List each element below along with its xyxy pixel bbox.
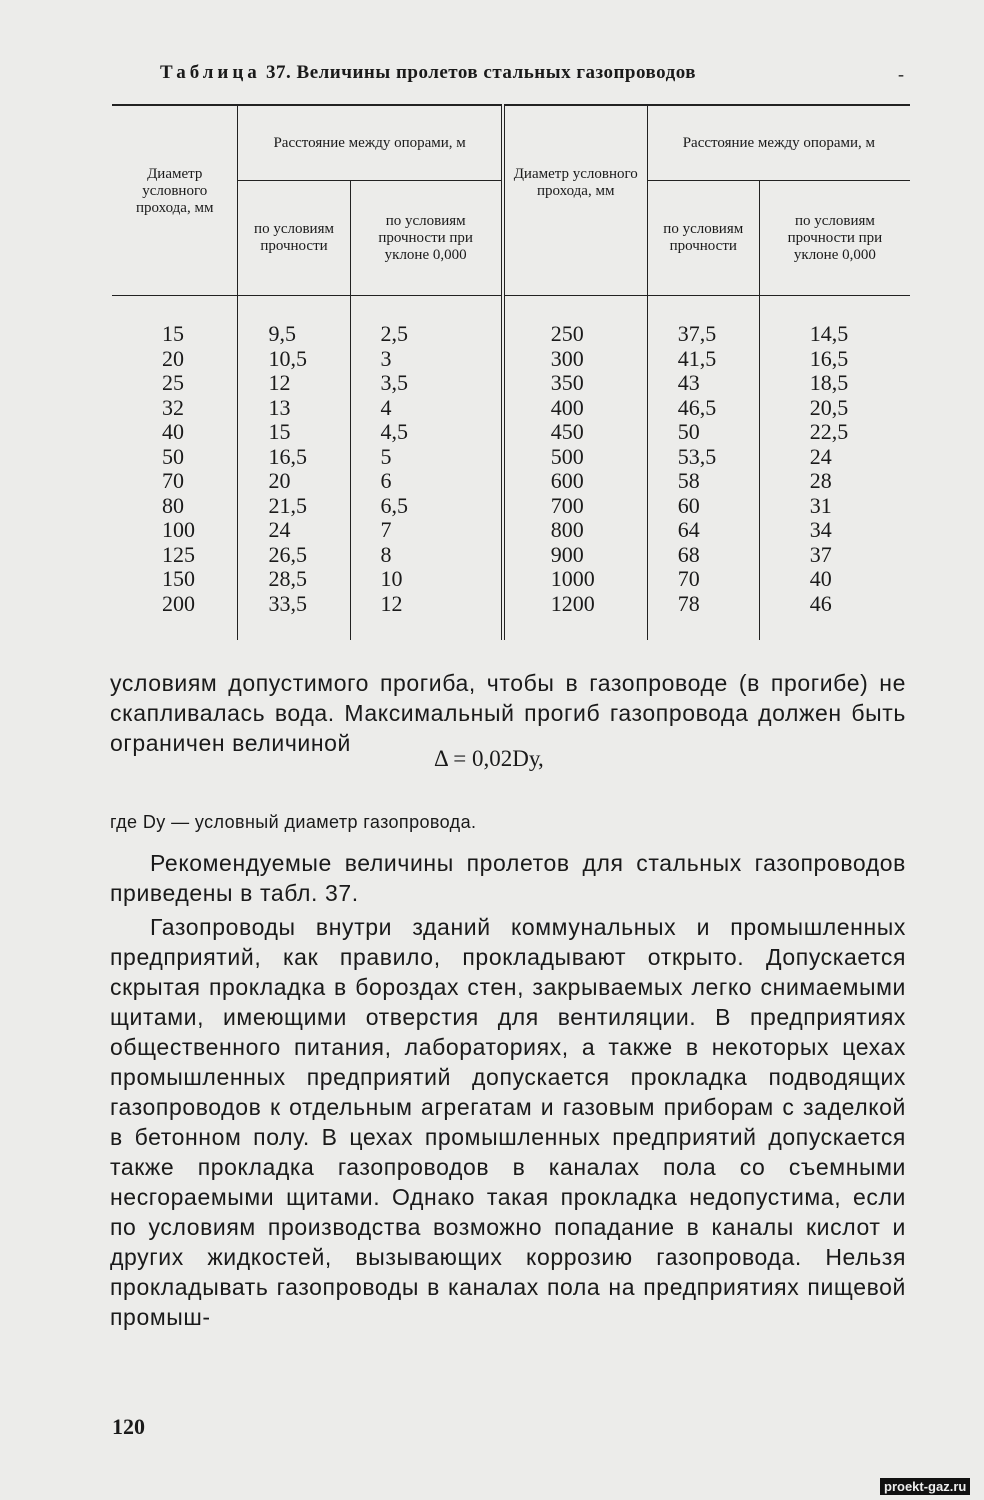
header-strength-slope-left: по условиям прочности при уклоне 0,000 xyxy=(350,181,503,296)
cell-slope-right: 46 xyxy=(759,592,910,641)
cell-strength-left: 10,5 xyxy=(238,347,350,372)
cell-diameter-right: 400 xyxy=(503,396,647,421)
cell-strength-left: 21,5 xyxy=(238,494,350,519)
cell-slope-right: 18,5 xyxy=(759,371,910,396)
table-row xyxy=(112,567,910,592)
table-row xyxy=(112,371,910,396)
cell-diameter-left: 25 xyxy=(162,370,184,395)
cell-slope-right: 24 xyxy=(759,445,910,470)
table-row xyxy=(112,296,910,347)
table-row xyxy=(112,592,910,641)
cell-slope-right: 31 xyxy=(759,494,910,519)
cell-strength-left: 20 xyxy=(238,469,350,494)
cell-diameter-left: 150 xyxy=(162,566,195,591)
table-row xyxy=(112,445,910,470)
cell-diameter-left: 20 xyxy=(162,345,184,371)
cell-strength-right: 58 xyxy=(647,469,759,494)
cell-strength-left: 28,5 xyxy=(238,567,350,592)
cell-strength-right: 60 xyxy=(647,494,759,519)
caption-number: 37. xyxy=(266,62,292,83)
cell-strength-right: 78 xyxy=(647,592,759,641)
cell-slope-left: 2,5 xyxy=(350,296,503,347)
cell-strength-right: 50 xyxy=(647,420,759,445)
cell-diameter-right: 500 xyxy=(503,445,647,470)
cell-slope-right: 16,5 xyxy=(759,347,910,372)
header-diameter-right: Диаметр условного прохода, мм xyxy=(503,105,647,296)
cell-diameter-left: 50 xyxy=(162,443,184,469)
cell-diameter-right: 250 xyxy=(503,296,647,347)
watermark: proekt-gaz.ru xyxy=(880,1478,970,1495)
cell-strength-right: 41,5 xyxy=(647,347,759,372)
cell-slope-left: 4 xyxy=(350,396,503,421)
cell-slope-right: 20,5 xyxy=(759,396,910,421)
cell-slope-right: 14,5 xyxy=(759,296,910,347)
cell-diameter-left: 80 xyxy=(162,492,184,518)
cell-slope-left: 4,5 xyxy=(350,420,503,445)
cell-diameter-right: 300 xyxy=(503,347,647,372)
cell-slope-right: 34 xyxy=(759,518,910,543)
cell-slope-left: 3,5 xyxy=(350,371,503,396)
cell-slope-left: 6 xyxy=(350,469,503,494)
cell-strength-left: 13 xyxy=(238,396,350,421)
header-strength-right: по условиям прочности xyxy=(647,181,759,296)
cell-slope-right: 37 xyxy=(759,543,910,568)
cell-strength-left: 24 xyxy=(238,518,350,543)
cell-slope-right: 28 xyxy=(759,469,910,494)
table-row xyxy=(112,420,910,445)
header-strength-slope-right: по условиям прочности при уклоне 0,000 xyxy=(759,181,910,296)
table-row xyxy=(112,543,910,568)
header-strength-left: по условиям прочности xyxy=(238,181,350,296)
cell-strength-left: 33,5 xyxy=(238,592,350,641)
cell-strength-left: 12 xyxy=(238,371,350,396)
cell-diameter-right: 1200 xyxy=(503,592,647,641)
cell-diameter-right: 1000 xyxy=(503,567,647,592)
cell-slope-left: 12 xyxy=(350,592,503,641)
cell-slope-left: 8 xyxy=(350,543,503,568)
cell-strength-right: 43 xyxy=(647,371,759,396)
cell-slope-left: 5 xyxy=(350,445,503,470)
header-distance-left: Расстояние между опорами, м xyxy=(238,105,503,181)
formula-where: где Dу — условный диаметр газопровода. xyxy=(110,812,477,832)
table-row xyxy=(112,396,910,421)
cell-strength-right: 68 xyxy=(647,543,759,568)
caption-dash: - xyxy=(898,64,904,84)
cell-diameter-right: 350 xyxy=(503,371,647,396)
spans-table xyxy=(112,104,910,640)
cell-strength-left: 9,5 xyxy=(238,296,350,347)
header-diameter-left: Диаметр условного прохода, мм xyxy=(112,105,238,296)
cell-diameter-right: 600 xyxy=(503,469,647,494)
caption-title: Величины пролетов стальных газопроводов xyxy=(296,62,696,83)
formula: Δ = 0,02Dу, xyxy=(434,746,544,771)
cell-diameter-right: 450 xyxy=(503,420,647,445)
cell-diameter-left: 15 xyxy=(162,321,184,346)
cell-strength-right: 53,5 xyxy=(647,445,759,470)
page-number: 120 xyxy=(112,1414,145,1439)
cell-slope-left: 6,5 xyxy=(350,494,503,519)
table-row xyxy=(112,494,910,519)
paragraph-indoor-pipes: Газопроводы внутри зданий коммунальных и промышленных предприятий, как правило, прокладывают открыто. Допускается скрытая прокладка в бороздах стен, закрываемых легко снимаемыми щитами, имеющими отверстия для вентиляции. В предприятиях общественного питания, лабораториях, а также в некоторых цехах промышленных предприятий допускается прокладка подводящих газопроводов к отдельным агрегатам и газовым приборам с заделкой в бетонном полу. В цехах промышленных предприятий допускается также прокладка газопроводов в каналах пола со съемными несгораемыми щитами. Однако такая прокладка недопустима, если по условиям производства возможно попадание в каналы кислот и других жидкостей, вызывающих коррозию газопровода. Нельзя прокладывать газопроводы в каналах пола на предприятиях пищевой промыш- xyxy=(110,914,906,1330)
cell-strength-left: 16,5 xyxy=(238,445,350,470)
cell-slope-left: 3 xyxy=(350,347,503,372)
cell-diameter-right: 800 xyxy=(503,518,647,543)
cell-diameter-left: 125 xyxy=(162,541,195,567)
paragraph-deflection: условиям допустимого прогиба, чтобы в газопроводе (в прогибе) не скапливалась вода. Максимальный прогиб газопровода должен быть ограничен величиной xyxy=(110,670,906,756)
cell-slope-right: 22,5 xyxy=(759,420,910,445)
cell-strength-right: 64 xyxy=(647,518,759,543)
cell-diameter-left: 70 xyxy=(162,468,184,493)
table-caption xyxy=(160,62,696,84)
cell-diameter-right: 900 xyxy=(503,543,647,568)
cell-diameter-left: 200 xyxy=(162,590,195,616)
table-row xyxy=(112,469,910,494)
cell-slope-left: 7 xyxy=(350,518,503,543)
cell-strength-left: 26,5 xyxy=(238,543,350,568)
header-distance-right: Расстояние между опорами, м xyxy=(647,105,910,181)
table-row xyxy=(112,347,910,372)
table-row xyxy=(112,518,910,543)
cell-strength-right: 46,5 xyxy=(647,396,759,421)
cell-diameter-left: 40 xyxy=(162,419,184,444)
cell-strength-right: 70 xyxy=(647,567,759,592)
cell-slope-right: 40 xyxy=(759,567,910,592)
cell-diameter-left: 32 xyxy=(162,394,184,420)
caption-label: Таблица xyxy=(160,62,261,83)
cell-diameter-right: 700 xyxy=(503,494,647,519)
paragraph-reference: Рекомендуемые величины пролетов для стальных газопроводов приведены в табл. 37. xyxy=(110,850,906,906)
cell-diameter-left: 100 xyxy=(162,517,195,542)
cell-slope-left: 10 xyxy=(350,567,503,592)
cell-strength-right: 37,5 xyxy=(647,296,759,347)
cell-strength-left: 15 xyxy=(238,420,350,445)
